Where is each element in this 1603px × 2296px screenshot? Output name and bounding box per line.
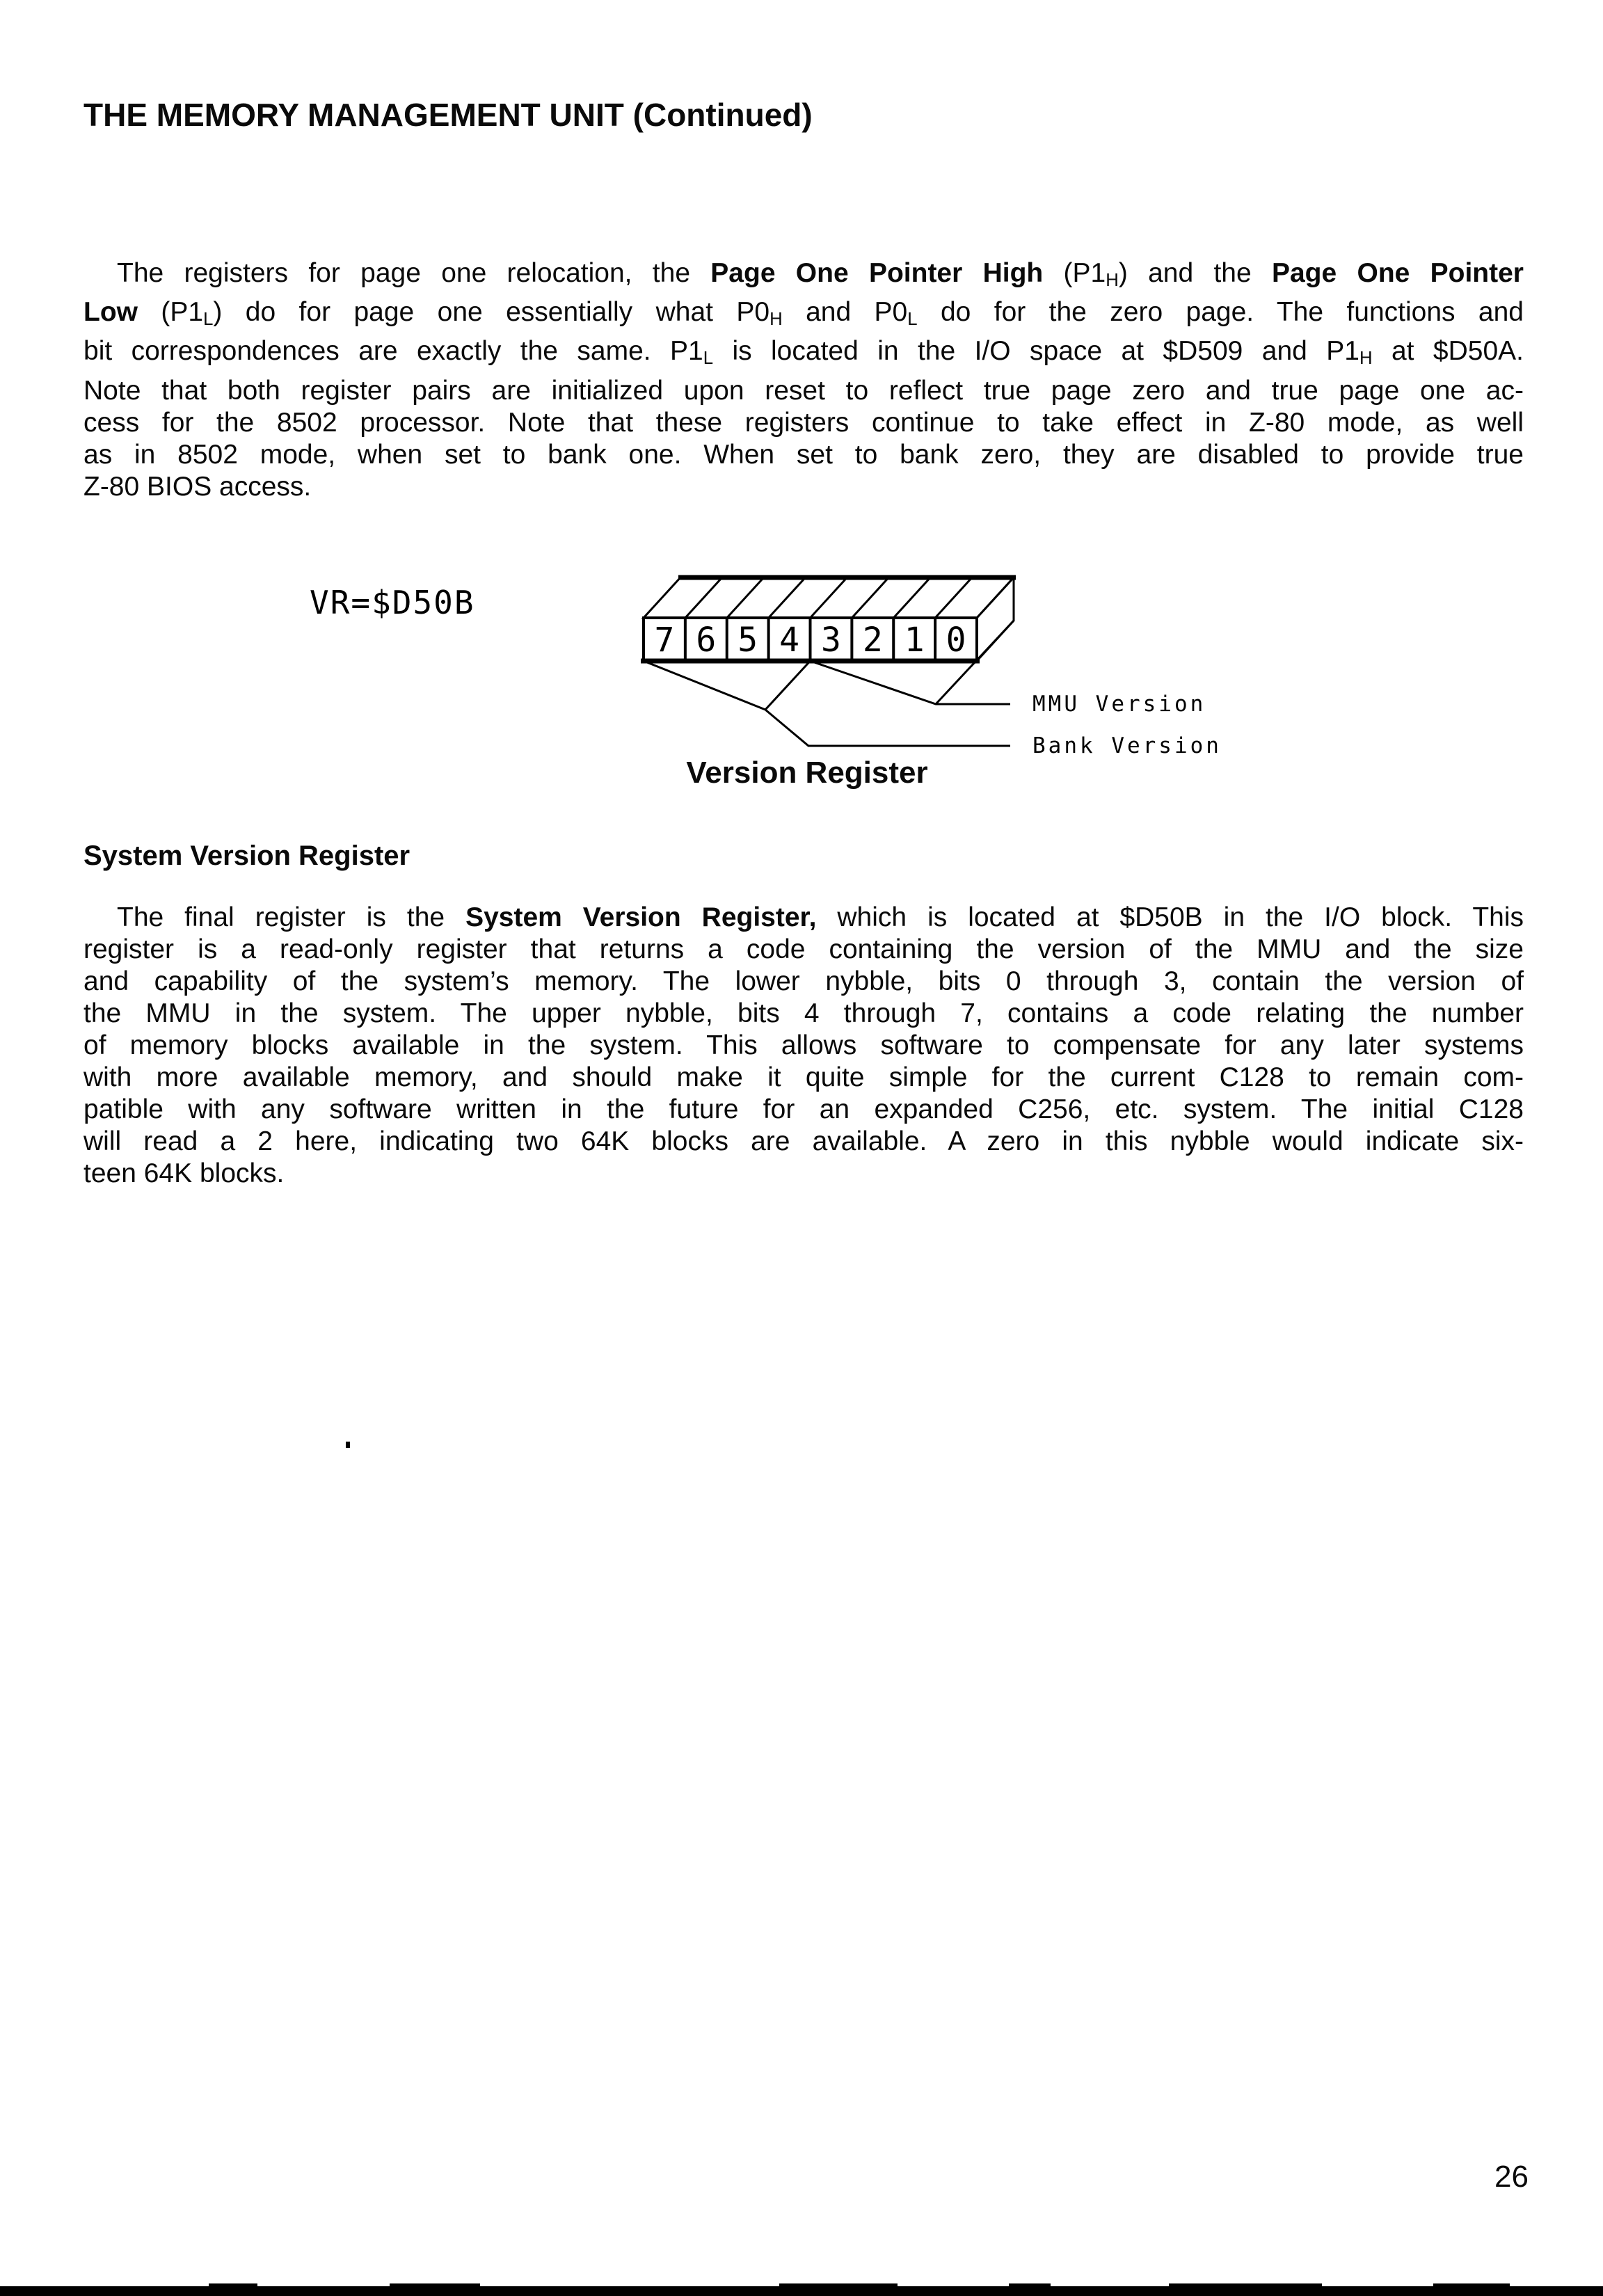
body-text: patible with any software written in the future for an expanded C256, etc. system. The initial C128: [83, 1094, 1524, 1124]
body-text: ) and the: [1118, 258, 1272, 288]
text-line: [83, 335, 1524, 374]
scan-artifact-notch: [1433, 2283, 1510, 2286]
scan-artifact-notch: [779, 2283, 898, 2286]
text-line: [83, 471, 1524, 503]
text-line: [83, 1094, 1524, 1126]
section-heading: System Version Register: [83, 840, 410, 871]
subscript-text: L: [203, 310, 214, 330]
scan-artifact-notch: [1169, 2283, 1322, 2286]
subscript-text: L: [703, 349, 714, 369]
paragraph-system-version-register: [83, 902, 1524, 1190]
text-line: [83, 375, 1524, 407]
bank-version-label: Bank Version: [1032, 733, 1222, 758]
text-line: [83, 998, 1524, 1030]
mmu-version-label: MMU Version: [1032, 692, 1206, 717]
body-text: ) do for page one essentially what P0: [213, 297, 770, 328]
body-text: (P1: [1043, 258, 1106, 288]
body-text: will read a 2 here, indicating two 64K blocks are available. A zero in this nybble would indicate six-: [83, 1126, 1524, 1156]
page-title: THE MEMORY MANAGEMENT UNIT (Continued): [83, 97, 813, 133]
subscript-text: H: [1359, 349, 1373, 369]
paragraph-page-one-relocation: [83, 257, 1524, 503]
bold-text: System Version Register,: [465, 902, 817, 932]
bit-number: 4: [779, 621, 800, 660]
text-line: [83, 1062, 1524, 1094]
body-text: with more available memory, and should make it quite simple for the current C128 to remain com-: [83, 1062, 1524, 1092]
scan-artifact-notch: [1009, 2283, 1051, 2286]
register-right-face: [977, 577, 1014, 661]
text-line: [83, 1158, 1524, 1190]
text-line: [83, 1030, 1524, 1062]
bit-number: 5: [737, 621, 758, 660]
mmu-version-callout-line: [811, 661, 1011, 704]
version-register-diagram: [278, 543, 1259, 772]
text-line: [83, 439, 1524, 471]
subscript-text: H: [769, 310, 783, 330]
text-line: [83, 966, 1524, 998]
page-number: 26: [1494, 2160, 1529, 2194]
scan-speck: [346, 1442, 350, 1448]
body-text: Note that both register pairs are initialized upon reset to reflect true page zero and true page one ac-: [83, 375, 1524, 406]
bank-version-funnel: [644, 661, 811, 710]
register-address-label: VR=$D50B: [310, 584, 475, 621]
body-text: and P0: [782, 297, 908, 328]
body-text: do for the zero page. The functions and: [917, 297, 1524, 328]
text-line: [83, 257, 1524, 296]
bit-number: 2: [862, 621, 883, 660]
text-line: [83, 407, 1524, 439]
body-text: bit correspondences are exactly the same. P1: [83, 336, 703, 367]
body-text: is located in the I/O space at $D509 and P1: [713, 336, 1359, 367]
body-text: and capability of the system’s memory. The lower nybble, bits 0 through 3, contain the version of: [83, 966, 1524, 996]
body-text: Z-80 BIOS access.: [83, 471, 312, 502]
body-text: The registers for page one relocation, the: [117, 258, 711, 288]
bold-text: Low: [83, 297, 138, 328]
text-line: [83, 902, 1524, 934]
scan-artifact-notch: [209, 2283, 257, 2286]
body-text: as in 8502 mode, when set to bank one. When set to bank zero, they are disabled to provide true: [83, 439, 1524, 470]
subscript-text: H: [1106, 271, 1119, 291]
bit-number: 1: [904, 621, 925, 660]
body-text: (P1: [137, 297, 204, 328]
body-text: teen 64K blocks.: [83, 1158, 285, 1188]
body-text: of memory blocks available in the system. This allows software to compensate for any later systems: [83, 1030, 1524, 1060]
diagram-caption: Version Register: [686, 756, 928, 790]
body-text: the MMU in the system. The upper nybble, bits 4 through 7, contains a code relating the number: [83, 998, 1524, 1028]
bit-number: 7: [654, 621, 675, 660]
body-text: at $D50A.: [1372, 336, 1524, 367]
bold-text: Page One Pointer High: [710, 258, 1044, 288]
scan-artifact-notch: [390, 2283, 480, 2286]
bold-text: Page One Pointer: [1271, 258, 1524, 288]
bit-number: 6: [696, 621, 717, 660]
subscript-text: L: [907, 310, 918, 330]
text-line: [83, 1126, 1524, 1158]
body-text: cess for the 8502 processor. Note that these registers continue to take effect in Z-80 mode, as well: [83, 407, 1524, 438]
bit-number: 0: [946, 621, 966, 660]
body-text: which is located at $D50B in the I/O block. This: [816, 902, 1524, 932]
text-line: [83, 296, 1524, 335]
bank-version-callout-line: [765, 710, 1010, 746]
text-line: [83, 934, 1524, 966]
bit-number: 3: [820, 621, 841, 660]
scan-artifact-band: [0, 2286, 1603, 2296]
body-text: The final register is the: [117, 902, 466, 932]
body-text: register is a read-only register that returns a code containing the version of the MMU and the size: [83, 934, 1524, 964]
